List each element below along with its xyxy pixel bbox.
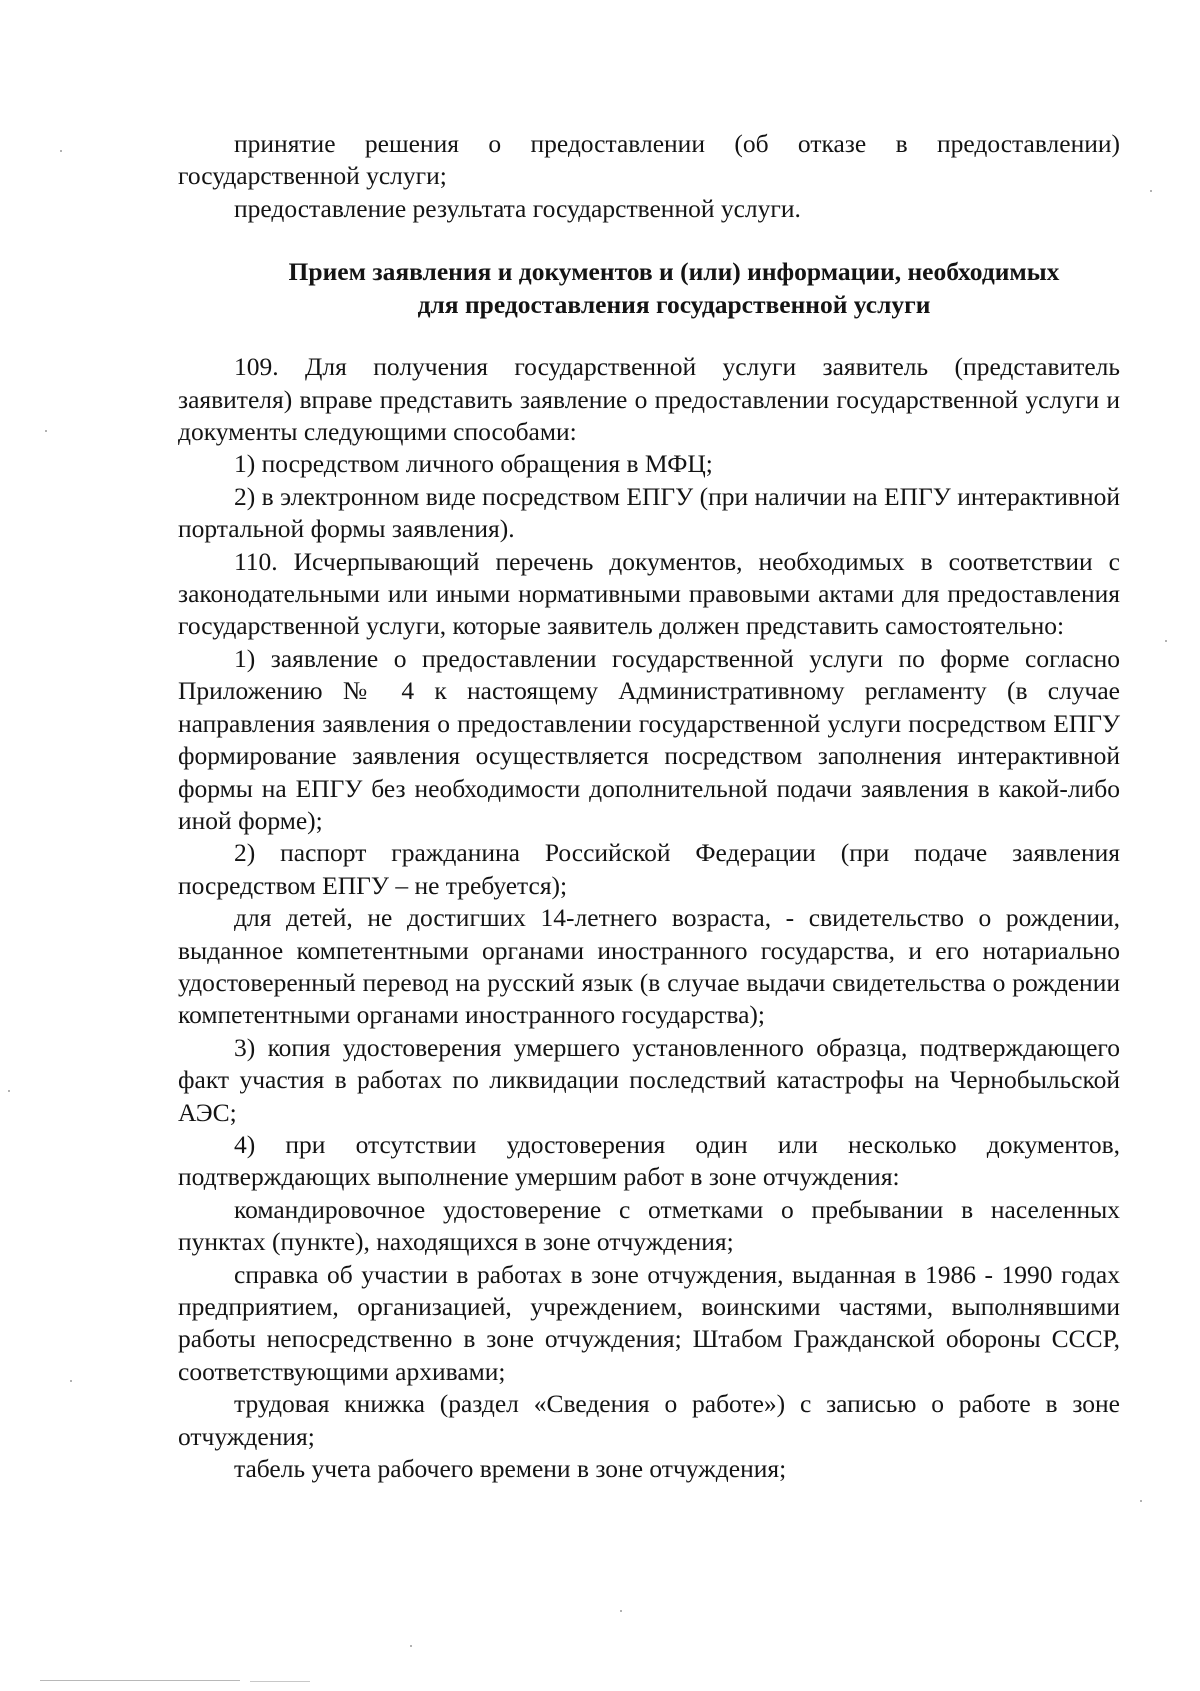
section-heading	[178, 255, 1120, 321]
paragraph-children: для детей, не достигших 14-летнего возраста, - свидетельство о рождении, выданное компетентными органами иностранного государства, и его нотариально удостоверенный перевод на русский язык (в случае выдачи свидетельства о рождении компетентными органами иностранного государства);	[178, 903, 1120, 1030]
paragraph-travel-certificate: командировочное удостоверение с отметками о пребывании в населенных пунктах (пункте), находящихся в зоне отчуждения;	[178, 1194, 1120, 1257]
paragraph-110-item-4: 4) при отсутствии удостоверения один или несколько документов, подтверждающих выполнение умершим работ в зоне отчуждения:	[178, 1129, 1120, 1192]
paragraph-work-book: трудовая книжка (раздел «Сведения о работе») с записью о работе в зоне отчуждения;	[178, 1389, 1120, 1451]
paragraph-timesheet: табель учета рабочего времени в зоне отчуждения;	[234, 1454, 787, 1484]
paragraph-110-item-3: 3) копия удостоверения умершего установленного образца, подтверждающего факт участия в работах по ликвидации последствий катастрофы на Чернобыльской АЭС;	[178, 1032, 1120, 1127]
section-heading-line-2: для предоставления государственной услуги	[417, 290, 931, 320]
scan-speck	[8, 1090, 10, 1092]
document-body	[178, 128, 1120, 1485]
paragraph-110: 110. Исчерпывающий перечень документов, необходимых в соответствии с законодательными или иными нормативными правовыми актами для предоставления государственной услуги, которые заявитель должен представить самостоятельно:	[178, 546, 1120, 641]
paragraph-109-item-1: 1) посредством личного обращения в МФЦ;	[234, 449, 713, 479]
scan-speck	[620, 1610, 622, 1612]
paragraph-109-item-2: 2) в электронном виде посредством ЕПГУ (при наличии на ЕПГУ интерактивной портальной формы заявления).	[178, 481, 1120, 544]
scan-speck	[1140, 1500, 1142, 1502]
scan-edge-line	[250, 1681, 310, 1682]
section-heading-line-1: Прием заявления и документов и (или) информации, необходимых	[288, 257, 1060, 287]
scan-speck	[1165, 640, 1167, 642]
scan-speck	[70, 1380, 72, 1382]
paragraph-110-item-2: 2) паспорт гражданина Российской Федерации (при подаче заявления посредством ЕПГУ – не требуется);	[178, 838, 1120, 900]
paragraph-decision: принятие решения о предоставлении (об отказе в предоставлении) государственной услуги;	[178, 129, 1120, 191]
scan-speck	[410, 1645, 412, 1647]
paragraph-110-item-1: 1) заявление о предоставлении государственной услуги по форме согласно Приложению № 4 к настоящему Административному регламенту (в случае направления заявления о предоставлении государственной услуги посредством ЕПГУ формирование заявления осуществляется посредством заполнения интерактивной формы на ЕПГУ без необходимости дополнительной подачи заявления в какой-либо иной форме);	[178, 643, 1120, 835]
paragraph-109: 109. Для получения государственной услуги заявитель (представитель заявителя) вправе представить заявление о предоставлении государственной услуги и документы следующими способами:	[178, 352, 1120, 447]
scan-edge-line	[40, 1680, 240, 1681]
paragraph-result: предоставление результата государственной услуги.	[234, 193, 801, 223]
scan-speck	[60, 150, 62, 152]
scan-speck	[45, 430, 47, 432]
scan-speck	[1150, 190, 1152, 192]
paragraph-participation-reference: справка об участии в работах в зоне отчуждения, выданная в 1986 - 1990 годах предприятием, организацией, учреждением, воинскими частями, выполнявшими работы непосредственно в зоне отчуждения; Штабом Гражданской обороны СССР, соответствующими архивами;	[178, 1259, 1120, 1386]
